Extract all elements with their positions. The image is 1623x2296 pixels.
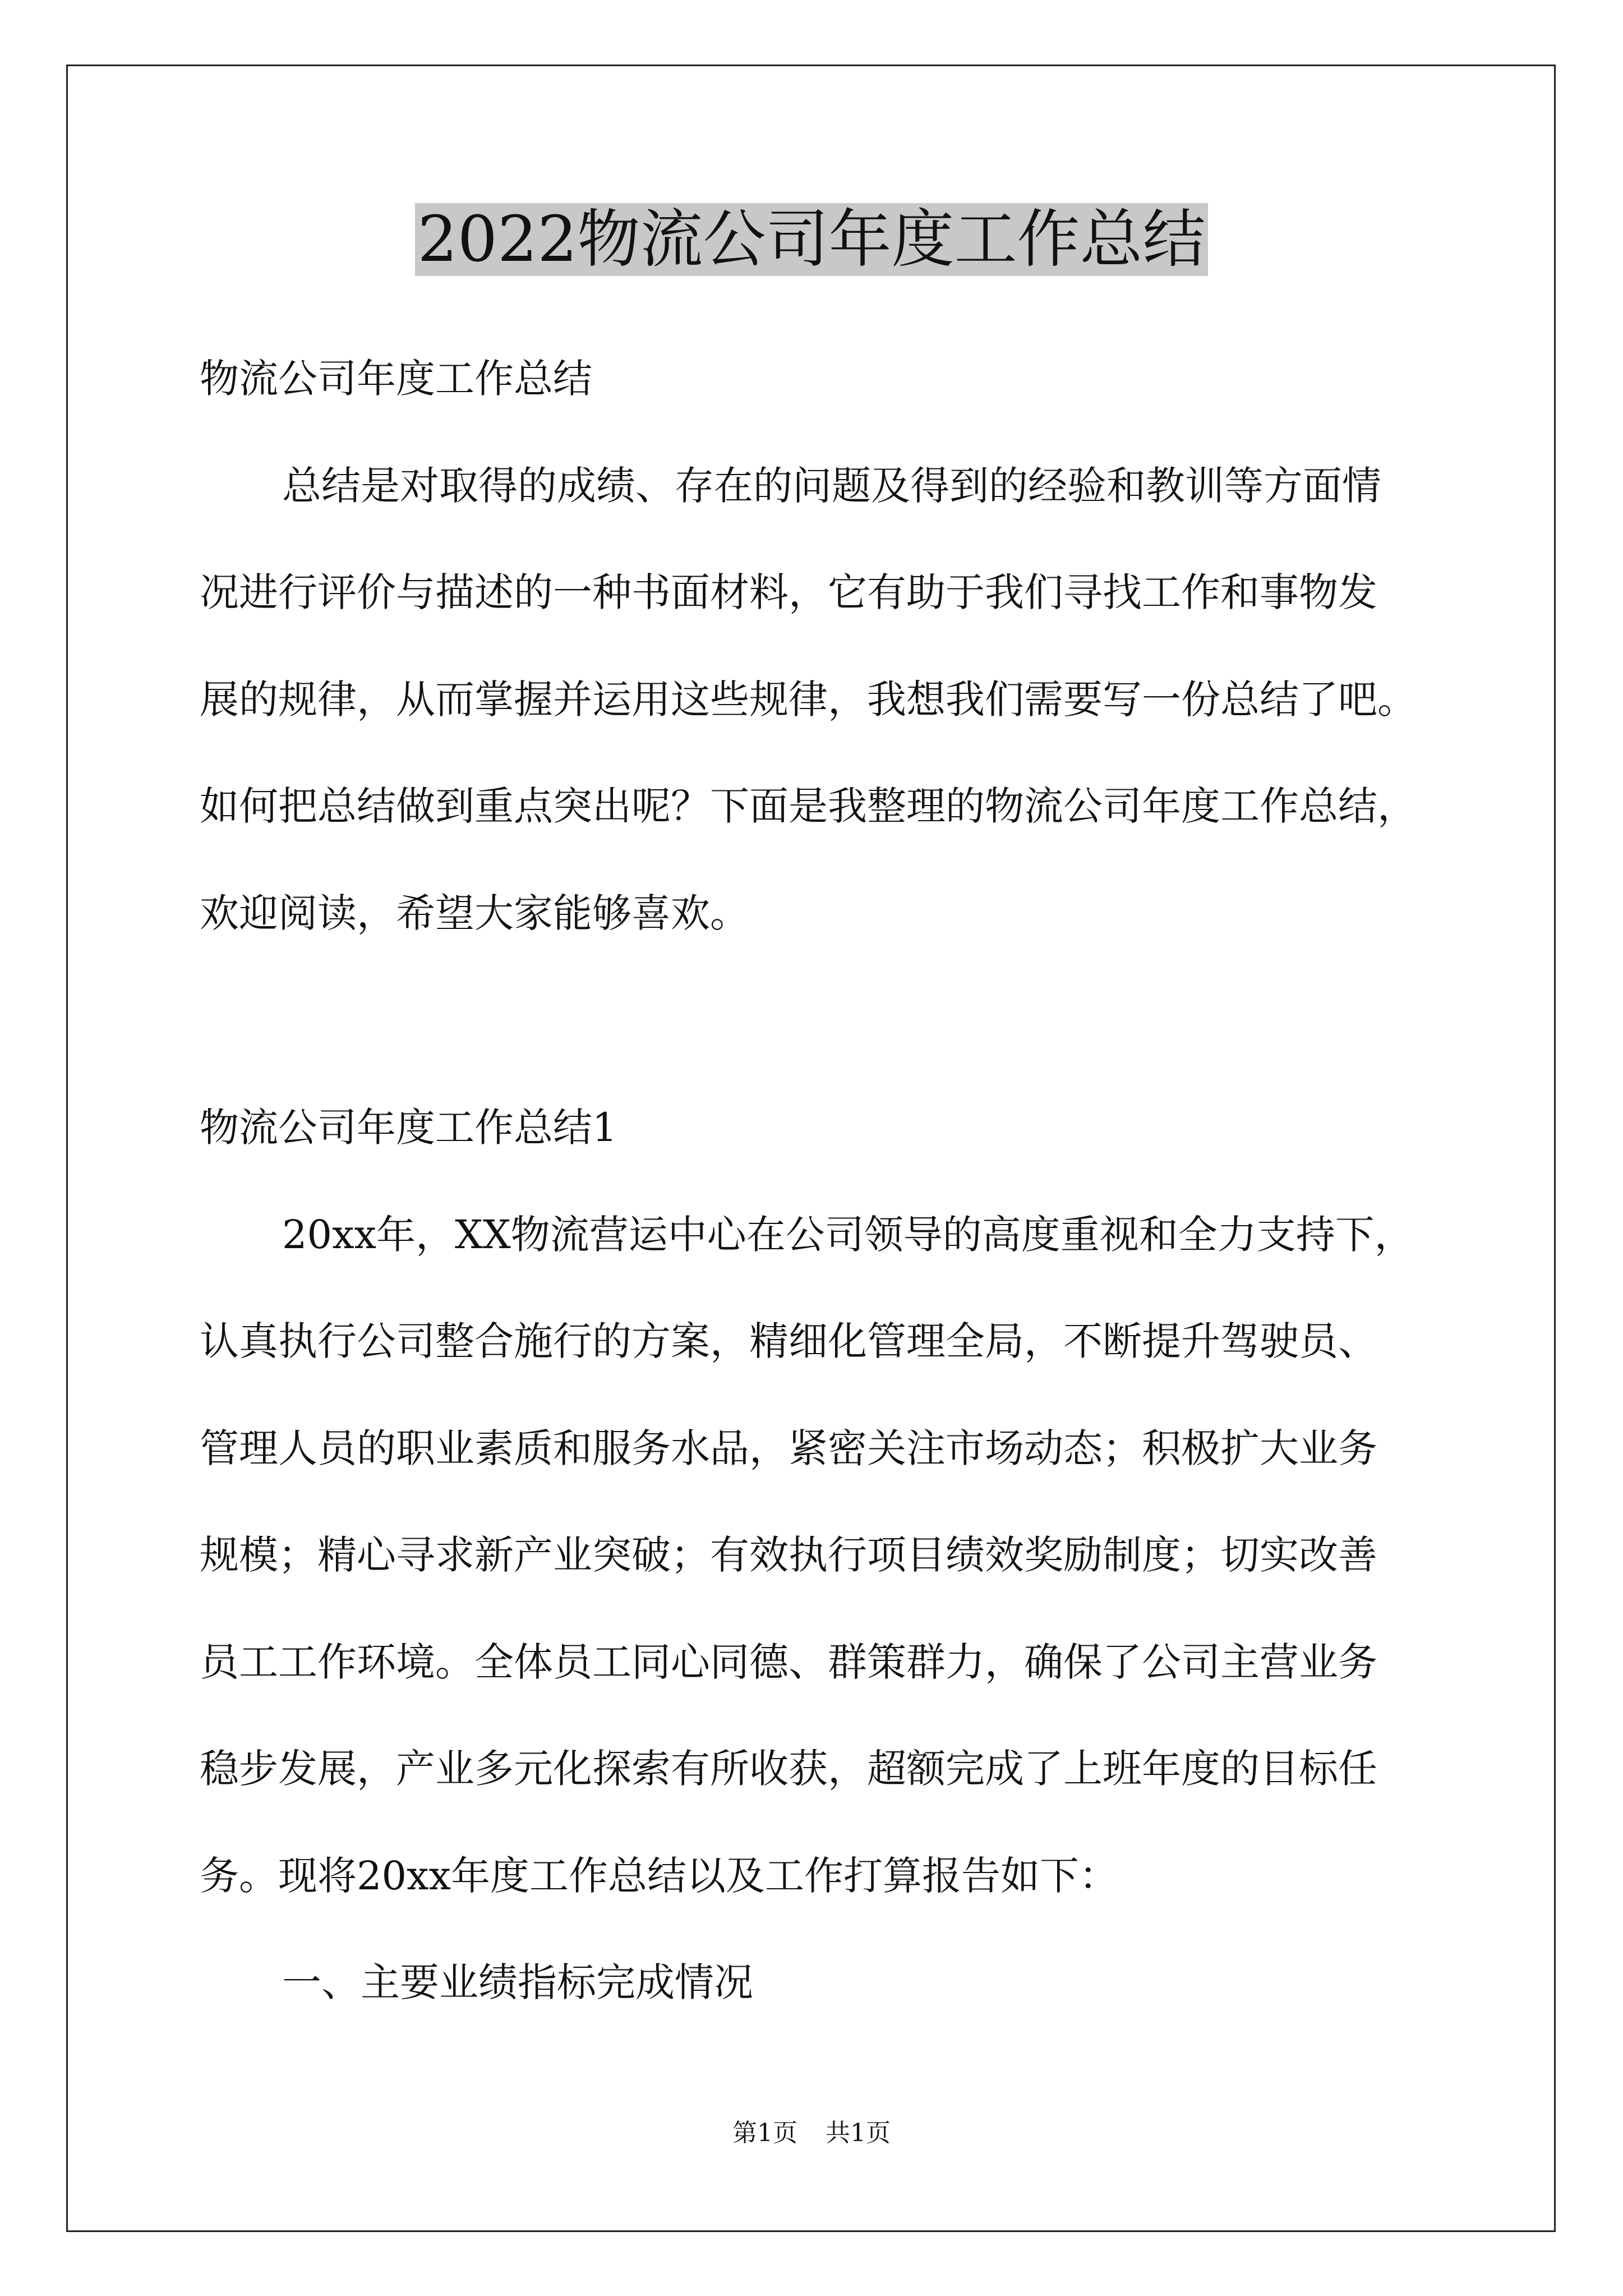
page-number: 第1页 — [732, 2119, 797, 2147]
paragraph-line: 稳步发展，产业多元化探索有所收获，超额完成了上班年度的目标任 — [200, 1746, 1377, 1792]
paragraph-line: 务。现将20xx年度工作总结以及工作打算报告如下： — [200, 1853, 1119, 1899]
paragraph-line: 20xx年，XX物流营运中心在公司领导的高度重视和全力支持下， — [282, 1212, 1414, 1258]
paragraph-line: 如何把总结做到重点突出呢？下面是我整理的物流公司年度工作总结， — [200, 783, 1417, 829]
paragraph-line: 员工工作环境。全体员工同心同德、群策群力，确保了公司主营业务 — [200, 1639, 1377, 1685]
paragraph-line: 管理人员的职业素质和服务水品，紧密关注市场动态；积极扩大业务 — [200, 1425, 1377, 1471]
section-heading: 物流公司年度工作总结1 — [200, 1105, 617, 1151]
paragraph-line: 总结是对取得的成绩、存在的问题及得到的经验和教训等方面情 — [282, 463, 1381, 509]
page-footer — [0, 2116, 1623, 2150]
paragraph-line: 认真执行公司整合施行的方案，精细化管理全局，不断提升驾驶员、 — [200, 1318, 1377, 1364]
paragraph-line: 规模；精心寻求新产业突破；有效执行项目绩效奖励制度；切实改善 — [200, 1532, 1377, 1578]
document-title — [0, 197, 1623, 282]
page-total: 共1页 — [826, 2119, 891, 2147]
subsection-heading: 一、主要业绩指标完成情况 — [282, 1959, 753, 2005]
paragraph-line: 展的规律，从而掌握并运用这些规律，我想我们需要写一份总结了吧。 — [200, 677, 1417, 723]
paragraph-line: 况进行评价与描述的一种书面材料，它有助于我们寻找工作和事物发 — [200, 569, 1377, 615]
section-heading: 物流公司年度工作总结 — [200, 356, 592, 402]
document-title-text: 2022物流公司年度工作总结 — [415, 203, 1207, 276]
paragraph-line: 欢迎阅读，希望大家能够喜欢。 — [200, 890, 749, 936]
